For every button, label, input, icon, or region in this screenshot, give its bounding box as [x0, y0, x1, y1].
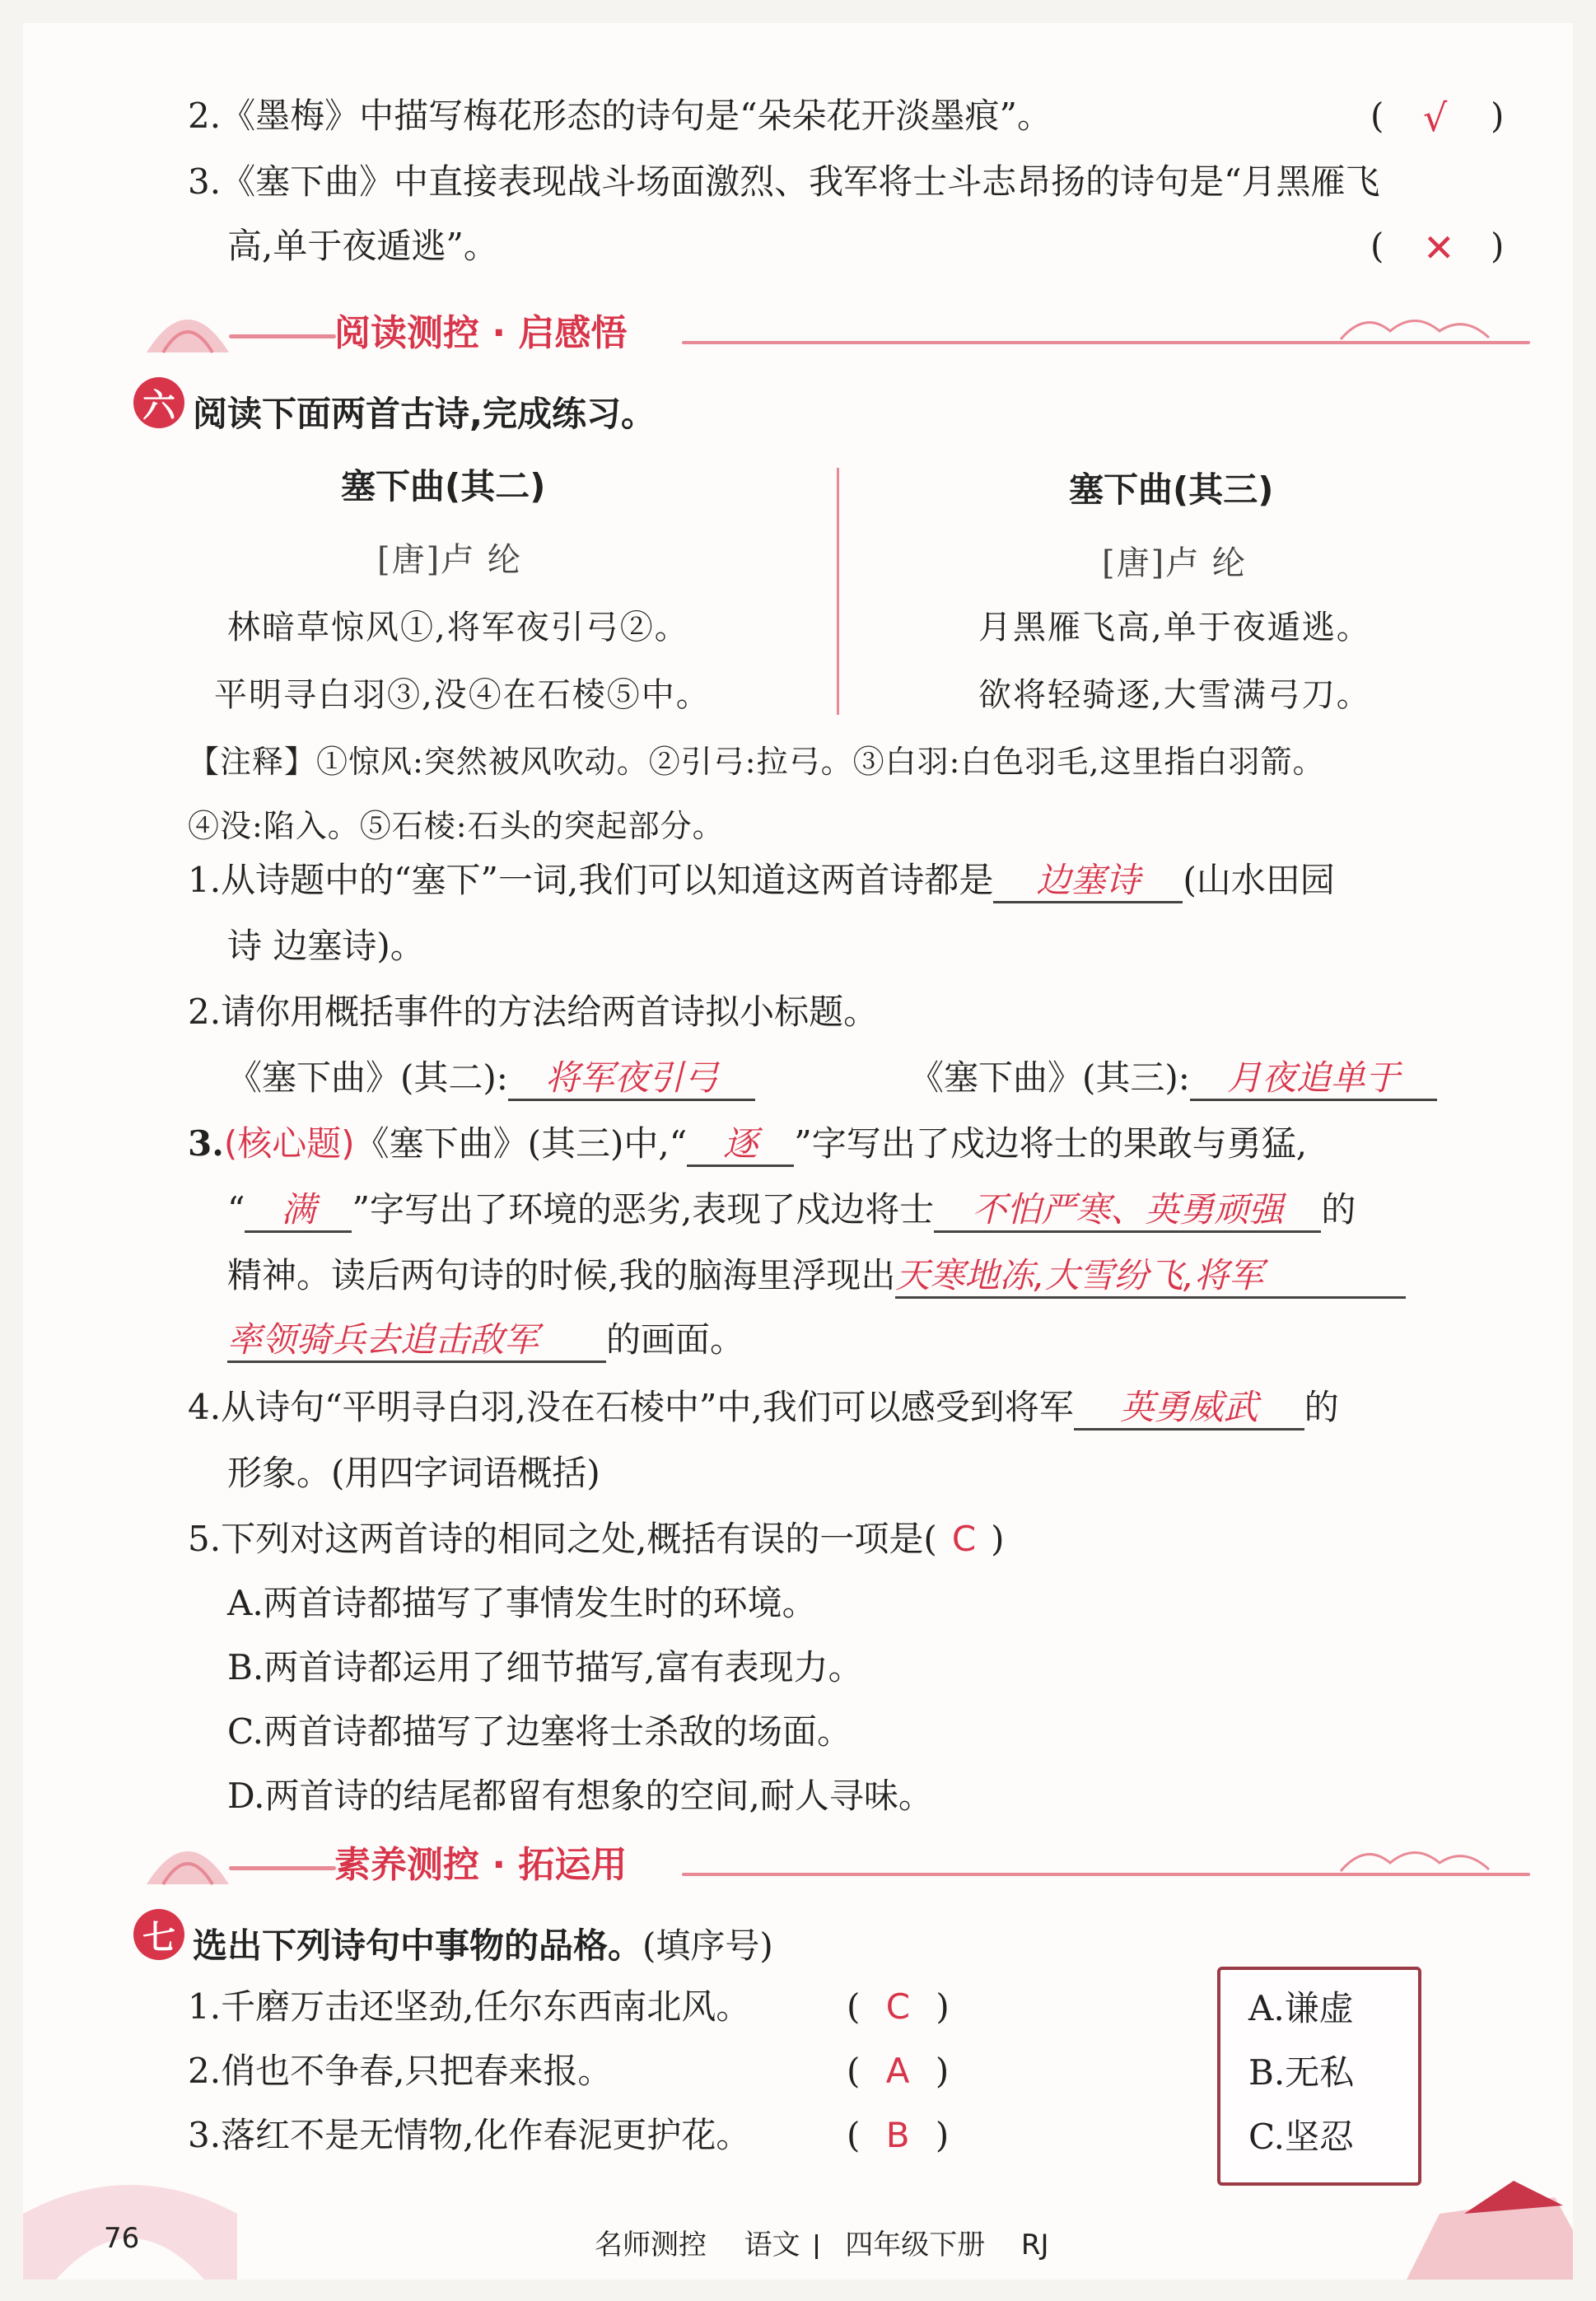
question-5	[188, 1519, 1005, 1559]
option-a: A.两首诗都描写了事情发生时的环境。	[227, 1583, 817, 1623]
workbook-page	[23, 23, 1573, 2280]
statement-3-line2: 高,单于夜遁逃”。	[227, 226, 498, 266]
question-number: 3.	[188, 1123, 224, 1164]
poem-divider	[837, 468, 839, 715]
annotation-line: ④没:陷入。⑤石棱:石头的突起部分。	[188, 808, 725, 844]
poem-item: 3.落红不是无情物,化作春泥更护花。	[188, 2115, 751, 2155]
question-text: ”字写出了戍边将士的果敢与勇猛,	[794, 1123, 1308, 1164]
statement-2: 2.《墨梅》中描写梅花形态的诗句是“朵朵花开淡墨痕”。	[188, 96, 1052, 136]
answer-blank: 将军夜引弓	[508, 1061, 755, 1101]
answer-blank: 满	[245, 1193, 352, 1233]
option-d: D.两首诗的结尾都留有想象的空间,耐人寻味。	[227, 1776, 933, 1816]
statement-3-line1: 3.《塞下曲》中直接表现战斗场面激烈、我军将士斗志昂扬的诗句是“月黑雁飞	[188, 161, 1380, 202]
paren-open: (	[1370, 226, 1384, 266]
answer-blank: 英勇威武	[1074, 1390, 1304, 1431]
answer-paren: ( A )	[847, 2051, 950, 2091]
annotation-line: 【注释】①惊风:突然被风吹动。②引弓:拉弓。③白羽:白色羽毛,这里指白羽箭。	[188, 744, 1325, 780]
question-3-line4	[227, 1319, 745, 1363]
question-text: )	[991, 1519, 1005, 1559]
section-divider	[229, 334, 336, 338]
poem-item: 1.千磨万击还坚劲,任尔东西南北风。	[188, 1986, 751, 2027]
question-text: 精神。读后两句诗的时候,我的脑海里浮现出	[227, 1255, 896, 1295]
section-ornament-icon	[138, 287, 237, 361]
question-heading	[193, 1919, 773, 1968]
answer-choice: A	[885, 2051, 910, 2091]
question-heading: 阅读下面两首古诗,完成练习。	[193, 394, 656, 434]
question-2: 2.请你用概括事件的方法给两首诗拟小标题。	[188, 992, 879, 1032]
poem-title: 塞下曲(其三)	[1069, 469, 1274, 510]
question-text: (山水田园	[1183, 860, 1335, 900]
poem-title: 塞下曲(其二)	[341, 466, 546, 506]
answer-blank: 率领骑兵去追击敌军	[227, 1323, 606, 1363]
footer-series	[595, 2222, 1049, 2262]
question-1-options: 诗 边塞诗)。	[227, 926, 425, 966]
question-4-hint: 形象。(用四字词语概括)	[227, 1453, 600, 1493]
answer-blank: 月夜追单于	[1190, 1061, 1437, 1101]
page-number: 76	[104, 2222, 140, 2255]
poem-line: 平明寻白羽③,没④在石棱⑤中。	[214, 676, 711, 714]
question-text: 《塞下曲》(其三):	[909, 1057, 1190, 1098]
question-text: “	[227, 1189, 245, 1230]
paren-close: )	[1491, 226, 1505, 266]
question-4	[188, 1387, 1339, 1431]
option-b: B.两首诗都运用了细节描写,富有表现力。	[227, 1647, 863, 1687]
poem-line: 林暗草惊风①,将军夜引弓②。	[227, 609, 689, 646]
subtitle-row-1	[227, 1057, 755, 1101]
question-3-line1	[188, 1123, 1308, 1167]
answer-choice: C	[951, 1519, 977, 1559]
question-text: 选出下列诗句中事物的品格。	[193, 1925, 643, 1966]
question-text: 的画面。	[606, 1319, 745, 1360]
answer-choice: B	[885, 2115, 910, 2155]
choice-option: C.坚忍	[1248, 2117, 1354, 2157]
question-text: 4.从诗句“平明寻白羽,没在石棱中”中,我们可以感受到将军	[188, 1387, 1074, 1427]
choice-option: B.无私	[1248, 2052, 1355, 2093]
question-text: ”字写出了环境的恶劣,表现了戍边将士	[352, 1189, 935, 1230]
answer-blank: 不怕严寒、英勇顽强	[934, 1193, 1321, 1233]
series-name: 名师测控	[595, 2229, 707, 2261]
question-3-line3	[227, 1255, 1406, 1299]
paren-open: (	[1370, 96, 1384, 136]
option-c: C.两首诗都描写了边塞将士杀敌的场面。	[227, 1711, 852, 1752]
question-badge: 七	[133, 1909, 184, 1960]
pavilion-ornament-icon	[1390, 2164, 1573, 2280]
answer-blank: 逐	[687, 1127, 794, 1167]
question-text: 的	[1304, 1387, 1339, 1427]
question-text: 1.从诗题中的“塞下”一词,我们可以知道这两首诗都是	[188, 860, 994, 900]
question-text: 的	[1321, 1189, 1356, 1230]
section-title: 素养测控 · 拓运用	[334, 1844, 628, 1886]
cloud-ornament-icon	[1332, 306, 1497, 348]
subtitle-row-2	[909, 1057, 1437, 1101]
question-text: 5.下列对这两首诗的相同之处,概括有误的一项是(	[188, 1519, 937, 1559]
paren-close: )	[1491, 96, 1505, 136]
poem-author: [唐]卢 纶	[1102, 544, 1247, 582]
edition: RJ	[1020, 2229, 1049, 2261]
poem-line: 欲将轻骑逐,大雪满弓刀。	[978, 676, 1371, 714]
cross-mark: ✕	[1423, 226, 1455, 270]
subject: 语文	[744, 2229, 800, 2261]
answer-blank: 天寒地冻,大雪纷飞,将军	[895, 1258, 1406, 1299]
choice-option: A.谦虚	[1248, 1988, 1354, 2028]
section-title: 阅读测控 · 启感悟	[334, 312, 628, 354]
footer-divider	[815, 2234, 818, 2259]
answer-blank: 边塞诗	[993, 863, 1183, 903]
question-text: 《塞下曲》(其三)中,“	[354, 1123, 688, 1164]
check-mark: √	[1423, 96, 1448, 140]
question-badge: 六	[133, 377, 184, 428]
poem-author: [唐]卢 纶	[377, 541, 522, 579]
poem-line: 月黑雁飞高,单于夜遁逃。	[978, 609, 1371, 646]
core-question-tag: (核心题)	[223, 1123, 355, 1164]
choice-box	[1217, 1967, 1421, 2186]
section-divider	[229, 1866, 336, 1870]
cloud-ornament-icon	[1332, 1838, 1497, 1879]
answer-paren: ( B )	[847, 2115, 950, 2155]
answer-paren: ( C )	[847, 1986, 950, 2027]
question-1	[188, 860, 1335, 903]
grade: 四年级下册	[845, 2229, 986, 2261]
section-ornament-icon	[138, 1818, 237, 1893]
question-text: 《塞下曲》(其二):	[227, 1057, 508, 1098]
bridge-ornament-icon	[23, 2148, 237, 2280]
poem-item: 2.俏也不争春,只把春来报。	[188, 2051, 613, 2091]
question-3-line2	[227, 1189, 1356, 1233]
question-note: (填序号)	[642, 1925, 773, 1966]
answer-choice: C	[885, 1986, 911, 2027]
